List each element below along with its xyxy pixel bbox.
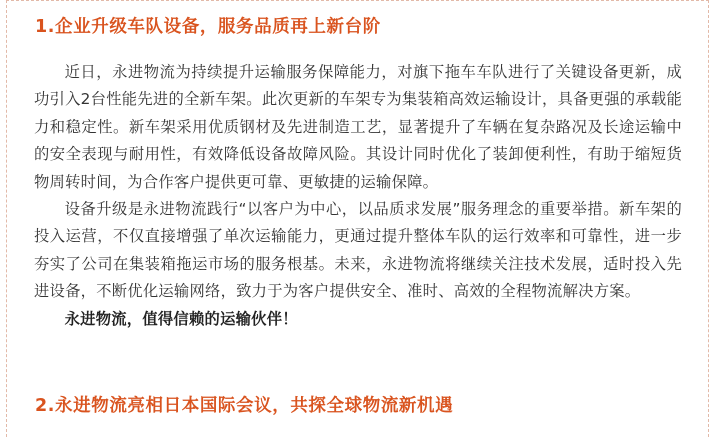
article-body [34, 59, 682, 333]
article-frame [6, 0, 709, 437]
paragraph-service-philosophy: 设备升级是永进物流践行“以客户为中心，以品质求发展”服务理念的重要举措。新车架的投入运营，不仅直接增强了单次运输能力，更通过提升整体车队的运行效率和可靠性，进一步夯实了公司在集装箱拖运市场的服务根基。未来，永进物流将继续关注技术发展，适时投入先进设备，不断优化运输网络，致力于为客户提供安全、准时、高效的全程物流解决方案。 [34, 200, 682, 301]
section-heading-japan-conference: 2.永进物流亮相日本国际会议，共探全球物流新机遇 [35, 396, 454, 416]
closing-slogan: 永进物流，值得信赖的运输伙伴！ [64, 309, 298, 328]
paragraph-equipment-update: 近日，永进物流为持续提升运输服务保障能力，对旗下拖车车队进行了关键设备更新，成功引入2台性能先进的全新车架。此次更新的车架专为集装箱高效运输设计，具备更强的承载能力和稳定性。新车架采用优质钢材及先进制造工艺，显著提升了车辆在复杂路况及长途运输中的安全表现与耐用性，有效降低设备故障风险。其设计同时优化了装卸便利性，有助于缩短货物周转时间，为合作客户提供更可靠、更敏捷的运输保障。 [34, 63, 682, 191]
section-heading-fleet-upgrade: 1.企业升级车队设备，服务品质再上新台阶 [35, 17, 381, 37]
